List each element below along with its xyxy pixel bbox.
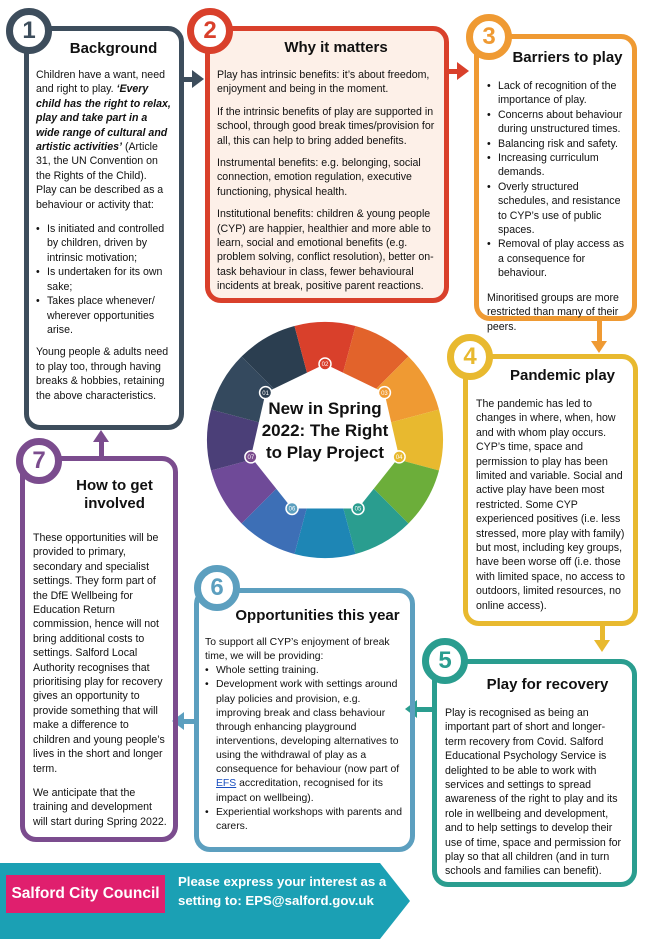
background-bullet: • Is initiated and controlled by children, driven by intrinsic motivation; (36, 222, 173, 265)
badge-6 (194, 565, 240, 611)
badge-7-number: 7 (32, 447, 46, 474)
wheel-dot-label: 04 (395, 455, 403, 462)
opportunities-intro: To support all CYP’s enjoyment of break time, we will be providing: (205, 637, 390, 663)
panel-text-recovery (445, 706, 626, 879)
opportunities-bullet-text: Development work with settings around play policies and provision, e.g. improving break and class behaviour through enhancing playground interventions, developing alternatives to using the withdrawal of play as a consequence for behaviour (now part of (216, 679, 400, 776)
panel-title-why: Why it matters (284, 39, 388, 56)
barriers-bullet: • Removal of play access as a consequence for behaviour. (487, 237, 626, 280)
footer-message-line1: Please express your interest as a (178, 874, 387, 889)
panel-title-barriers: Barriers to play (512, 49, 623, 66)
recovery-text: Play is recognised as being an important part of short and longer-term recovery from Covid. Salford Educational Psychology Service is delighted to be able to work with services and settings to spread awareness of the right to play and its role in wellbeing and development, and to help settings to develop their use of time, space and permission for play so that all children (and in turn schools and families can benefit). (445, 707, 622, 878)
panel-opportunities (194, 588, 415, 852)
footer-message-line2: setting to: EPS@salford.gov.uk (178, 893, 374, 909)
panel-title-background: Background (69, 40, 158, 57)
background-outro: Young people & adults need to play too, through having breaks & hobbies, retaining the above characteristics. (36, 346, 169, 402)
barriers-bullet: • Balancing risk and safety. (487, 137, 626, 151)
barriers-outro: Minoritised groups are more restricted than many of their peers. (487, 291, 619, 333)
badge-1 (6, 8, 52, 54)
opportunities-bullet: • Experiential workshops with parents and carers. (205, 806, 404, 834)
badge-1-number: 1 (22, 17, 36, 44)
badge-4 (447, 334, 493, 380)
badge-3-number: 3 (482, 23, 496, 50)
background-lead: Play can be described as a behaviour or activity that: (36, 184, 164, 211)
arrow-6-to-7 (183, 719, 194, 724)
panel-recovery (432, 659, 637, 887)
pandemic-text: The pandemic has led to changes in where, when, how and with whom play occurs. CYP’s time, space and permission to play has been limited and variable. Social and active play have been most restricted. Some CYP experienced positives (i.e. less stressed, more play with family) but most, including key groups, have been worse off (i.e. those with limited space, no access to outdoors, limited resources, no online access). (476, 398, 625, 612)
wheel-dot-label: 02 (321, 362, 329, 369)
panel-title-recovery: Play for recovery (486, 676, 609, 693)
council-logo (6, 875, 165, 913)
footer-message (178, 872, 398, 910)
arrow-1-to-2-head (192, 70, 204, 88)
badge-4-number: 4 (463, 343, 477, 370)
footer (0, 863, 660, 939)
panel-pandemic (463, 354, 638, 626)
panel-title-pandemic: Pandemic play (509, 367, 616, 384)
badge-2-number: 2 (203, 17, 217, 44)
arrow-2-to-3-head (457, 62, 469, 80)
opportunities-bullet (205, 678, 404, 805)
background-bullet: • Is undertaken for its own sake; (36, 265, 173, 294)
panel-title-opportunities: Opportunities this year (235, 607, 400, 624)
background-cite: (Article 31, the UN Convention on the Rights of the Child). (36, 141, 158, 182)
panel-text-involved (33, 531, 168, 829)
panel-text-opportunities (205, 636, 404, 834)
barriers-bullet: • Overly structured schedules, and resistance to CYP’s use of public spaces. (487, 180, 626, 238)
opportunities-bullet: • Whole setting training. (205, 664, 404, 678)
arrow-4-to-5-head (594, 640, 610, 652)
badge-5-number: 5 (438, 647, 452, 674)
center-wheel (205, 320, 445, 560)
why-para: Instrumental benefits: e.g. belonging, social connection, emotion regulation, executive functioning, physical health. (217, 157, 421, 198)
barriers-bullet: • Increasing curriculum demands. (487, 151, 626, 180)
background-bullet: • Takes place whenever/ wherever opportunities arise. (36, 294, 173, 337)
involved-text: These opportunities will be provided to primary, secondary and specialist settings. They form part of the DfE Wellbeing for Education Return commission, hence will not bring additional costs to settings. Salford Local Authority recognises that prioritising play for recovery gives an opportunity to provide something that will make a difference to children and young people’s lives in the short and longer term. (33, 532, 165, 775)
barriers-bullet: • Lack of recognition of the importance of play. (487, 79, 626, 108)
arrow-7-to-1 (99, 440, 104, 456)
why-para: If the intrinsic benefits of play are supported in school, through good break times/provision for all, this can help to bring added benefits. (217, 105, 435, 147)
badge-5 (422, 638, 468, 684)
council-logo-text: Salford City Council (11, 885, 160, 902)
arrow-7-to-1-head (93, 430, 109, 442)
badge-7 (16, 438, 62, 484)
badge-3 (466, 14, 512, 60)
arrow-3-to-4-head (591, 341, 607, 353)
panel-text-pandemic (476, 397, 627, 613)
background-intro: Children have a want, need and right to play. (36, 69, 165, 96)
involved-outro: We anticipate that the training and development will start during Spring 2022. (33, 786, 167, 828)
wheel-dot-label: 01 (262, 390, 269, 397)
wheel-dot-label: 05 (354, 506, 362, 513)
barriers-bullet: • Concerns about behaviour during unstructured times. (487, 108, 626, 137)
arrow-3-to-4 (597, 321, 602, 343)
panel-text-why (217, 68, 437, 294)
why-para: Play has intrinsic benefits: it’s about freedom, enjoyment and being in the moment. (217, 69, 430, 96)
badge-2 (187, 8, 233, 54)
efs-link[interactable]: EFS (216, 778, 237, 790)
center-title: New in Spring 2022: The Right to Play Project (261, 399, 389, 463)
panel-why (205, 26, 449, 303)
why-para: Institutional benefits: children & young people (CYP) are happier, healthier and more able to learn, social and emotional benefits (e.g. problem solving, conflict resolution), better on- task behaviour in class, fewer behavioural incidents at break, positive parent reactions. (217, 208, 434, 293)
arrow-5-to-6 (416, 707, 432, 712)
panel-barriers (474, 34, 637, 333)
panel-background (24, 26, 184, 430)
opportunities-bullet-text: accreditation, recognised for its impact on wellbeing). (216, 778, 383, 804)
badge-6-number: 6 (210, 574, 224, 601)
wheel-dot-label: 07 (247, 455, 255, 462)
panel-text-barriers (487, 79, 626, 334)
panel-text-background (36, 68, 173, 403)
wheel-dot-label: 06 (288, 506, 296, 513)
panel-title-involved: How to get involved (76, 477, 153, 512)
panel-involved (20, 456, 178, 842)
background-quote: ‘Every child has the right to relax, play and take part in a wide range of cultural and artistic activities’ (36, 83, 171, 154)
wheel-dot-label: 03 (381, 390, 388, 397)
